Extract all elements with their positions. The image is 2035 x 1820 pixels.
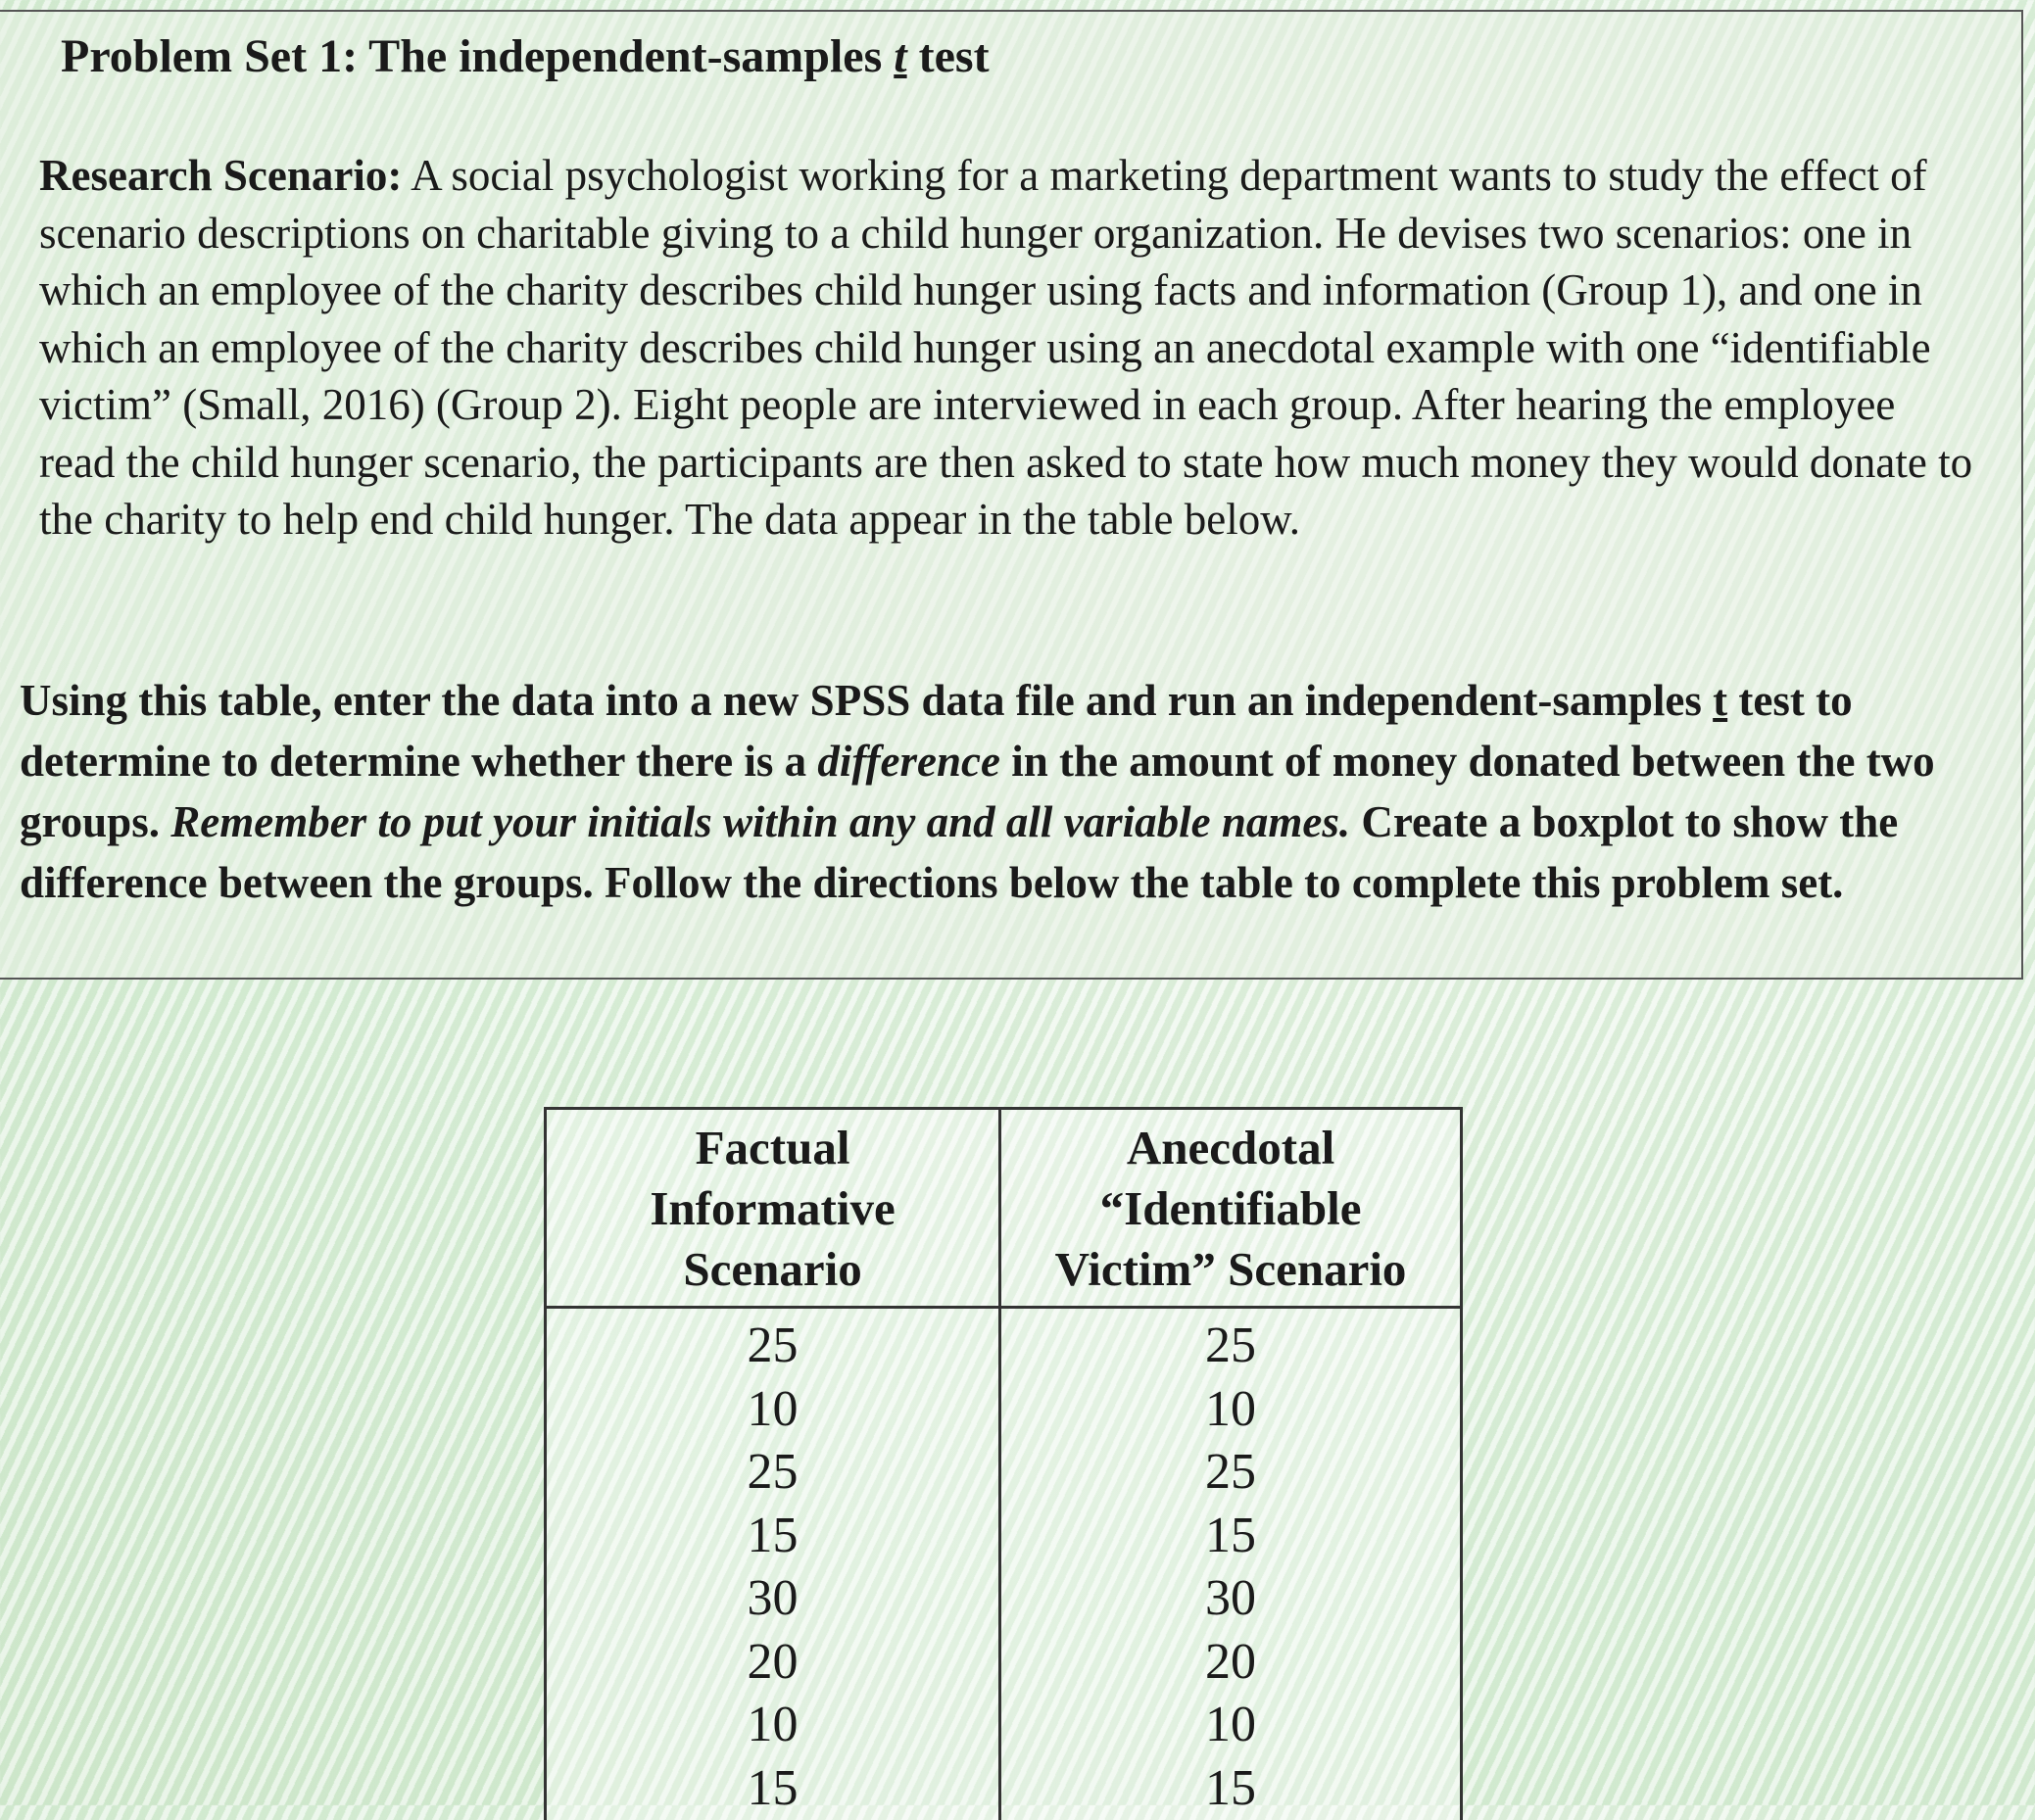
instructions-text-3: in the amount of money donated between the two groups. [20,737,1935,846]
donation-data-table [544,1107,1463,1820]
title-t-symbol: t [894,30,906,82]
instructions-text-2: test to determine to determine whether there is a [20,676,1853,786]
title-text: Problem Set 1: The independent-samples [61,30,894,82]
table-header-row [546,1109,1462,1308]
anecdotal-victim-header: Anecdotal “Identifiable Victim” Scenario [1000,1109,1462,1308]
table-row: 10 10 [546,1378,1462,1442]
table-row: 30 30 [546,1567,1462,1631]
title-suffix: test [907,30,990,82]
table-row: 25 25 [546,1441,1462,1505]
table-row: 20 20 [546,1631,1462,1695]
instructions-t-symbol: t [1713,676,1727,725]
table-row: 25 25 [546,1308,1462,1378]
scenario-label: Research Scenario: [39,151,402,200]
instructions-paragraph [20,670,1999,913]
table-row: 10 10 [546,1694,1462,1757]
table-row: 15 15 [546,1757,1462,1820]
factual-informative-header: Factual Informative Scenario [546,1109,1000,1308]
table-row: 15 15 [546,1505,1462,1568]
scenario-text: A social psychologist working for a marketing department wants to study the effect of scenario descriptions on charitable giving to a child hunger organization. He devises two scenarios: one in which an employee of the charity describes child hunger using facts and information (Group 1), and one in which an employee of the charity describes child hunger using an anecdotal example with one “identifiable victim” (Small, 2016) (Group 2). Eight people are interviewed in each group. After hearing the employee read the child hunger scenario, the participants are then asked to state how much money they would donate to the charity to help end child hunger. The data appear in the table below. [39,151,1972,544]
instructions-text-1: Using this table, enter the data into a new SPSS data file and run an independent-samples [20,676,1713,725]
research-scenario-paragraph [39,147,1979,549]
instructions-remember-note: Remember to put your initials within any and all variable names. [170,797,1350,846]
problem-set-box [0,10,2023,980]
problem-set-title [61,29,990,83]
instructions-text-4: Create a boxplot to show the difference between the groups. Follow the directions below the table to complete this problem set. [20,797,1898,907]
instructions-difference: difference [817,737,1000,786]
